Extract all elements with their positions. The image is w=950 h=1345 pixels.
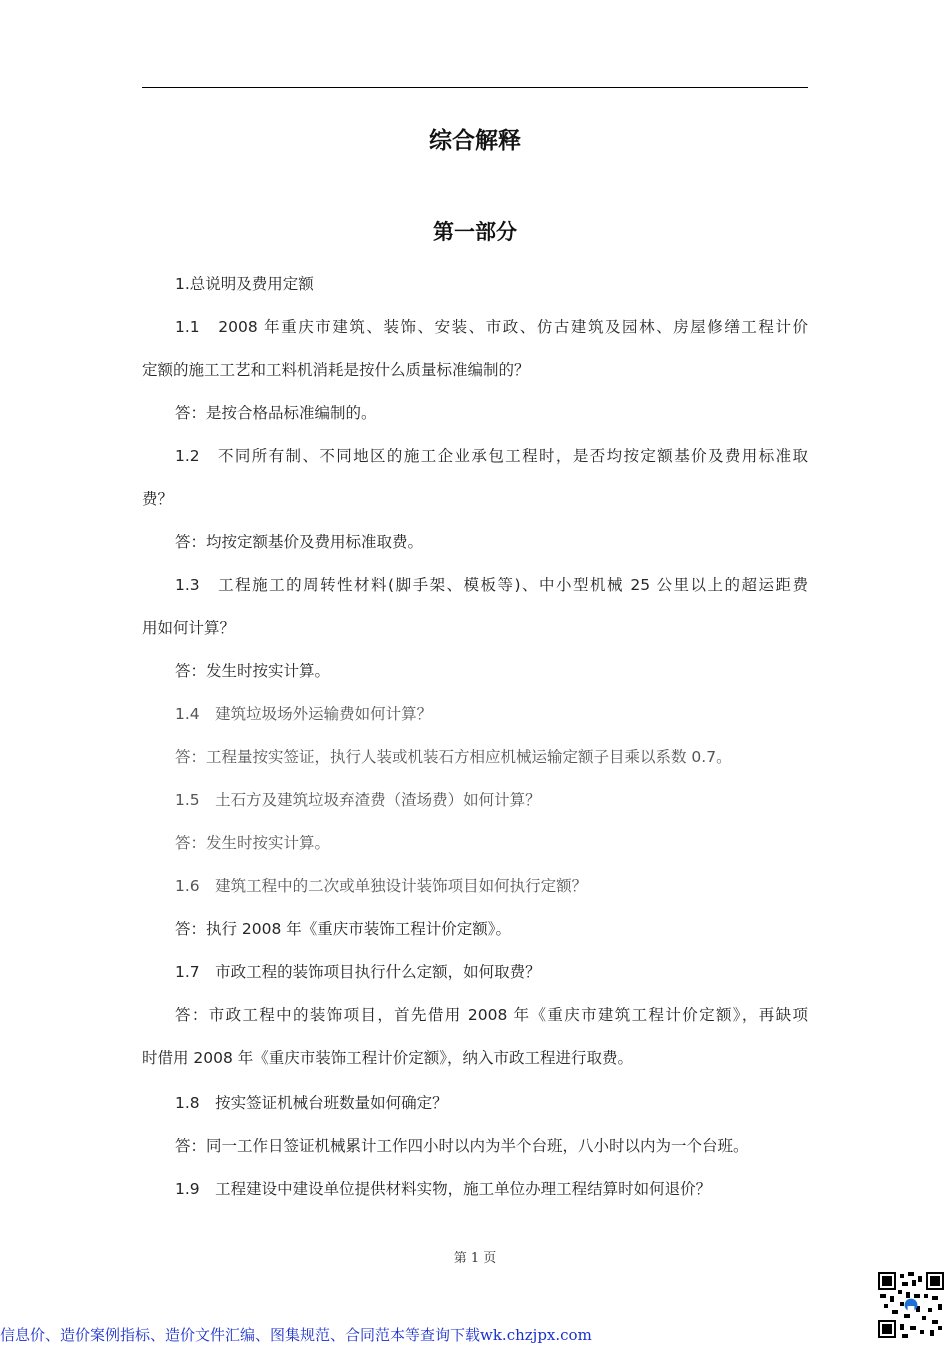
paragraph: 1.4 建筑垃圾场外运输费如何计算？ (175, 705, 433, 723)
qr-code-icon (878, 1272, 944, 1338)
answer: 答：是按合格品标准编制的。 (175, 404, 377, 422)
paragraph: 1.总说明及费用定额 (175, 275, 314, 293)
paragraph: 1.8 按实签证机械台班数量如何确定？ (175, 1094, 448, 1112)
header-rule (142, 87, 808, 88)
document-title: 综合解释 (429, 128, 521, 154)
answer: 答：执行 2008 年《重庆市装饰工程计价定额》。 (175, 920, 512, 938)
paragraph-continuation: 时借用 2008 年《重庆市装饰工程计价定额》，纳入市政工程进行取费。 (142, 1049, 634, 1067)
part-title: 第一部分 (433, 220, 517, 244)
paragraph: 1.9 工程建设中建设单位提供材料实物，施工单位办理工程结算时如何退价？ (175, 1180, 712, 1198)
answer: 答：均按定额基价及费用标准取费。 (175, 533, 424, 551)
paragraph-continuation: 费？ (142, 490, 174, 508)
paragraph: 1.6 建筑工程中的二次或单独设计装饰项目如何执行定额？ (175, 877, 588, 895)
paragraph-continuation: 用如何计算？ (142, 619, 236, 637)
paragraph: 1.1 2008 年重庆市建筑、装饰、安装、市政、仿古建筑及园林、房屋修缮工程计价 (175, 318, 808, 336)
answer: 答：发生时按实计算。 (175, 662, 331, 680)
paragraph: 1.7 市政工程的装饰项目执行什么定额，如何取费？ (175, 963, 541, 981)
paragraph: 1.2 不同所有制、不同地区的施工企业承包工程时，是否均按定额基价及费用标准取 (175, 447, 808, 465)
answer: 答：发生时按实计算。 (175, 834, 331, 852)
answer: 答：市政工程中的装饰项目，首先借用 2008 年《重庆市建筑工程计价定额》，再缺项 (175, 1006, 808, 1024)
answer: 答：工程量按实签证，执行人装或机装石方相应机械运输定额子目乘以系数 0.7。 (175, 748, 732, 766)
paragraph: 1.3 工程施工的周转性材料(脚手架、模板等)、中小型机械 25 公里以上的超运距费 (175, 576, 808, 594)
answer: 答：同一工作日签证机械累计工作四小时以内为半个台班，八小时以内为一个台班。 (175, 1137, 749, 1155)
paragraph-continuation: 定额的施工工艺和工料机消耗是按什么质量标准编制的？ (142, 361, 530, 379)
footer-download-link[interactable]: 信息价、造价案例指标、造价文件汇编、图集规范、合同范本等查询下载wk.chzjpx.com (0, 1326, 592, 1344)
page-number: 第 1 页 (453, 1251, 497, 1266)
paragraph: 1.5 土石方及建筑垃圾弃渣费（渣场费）如何计算？ (175, 791, 541, 809)
